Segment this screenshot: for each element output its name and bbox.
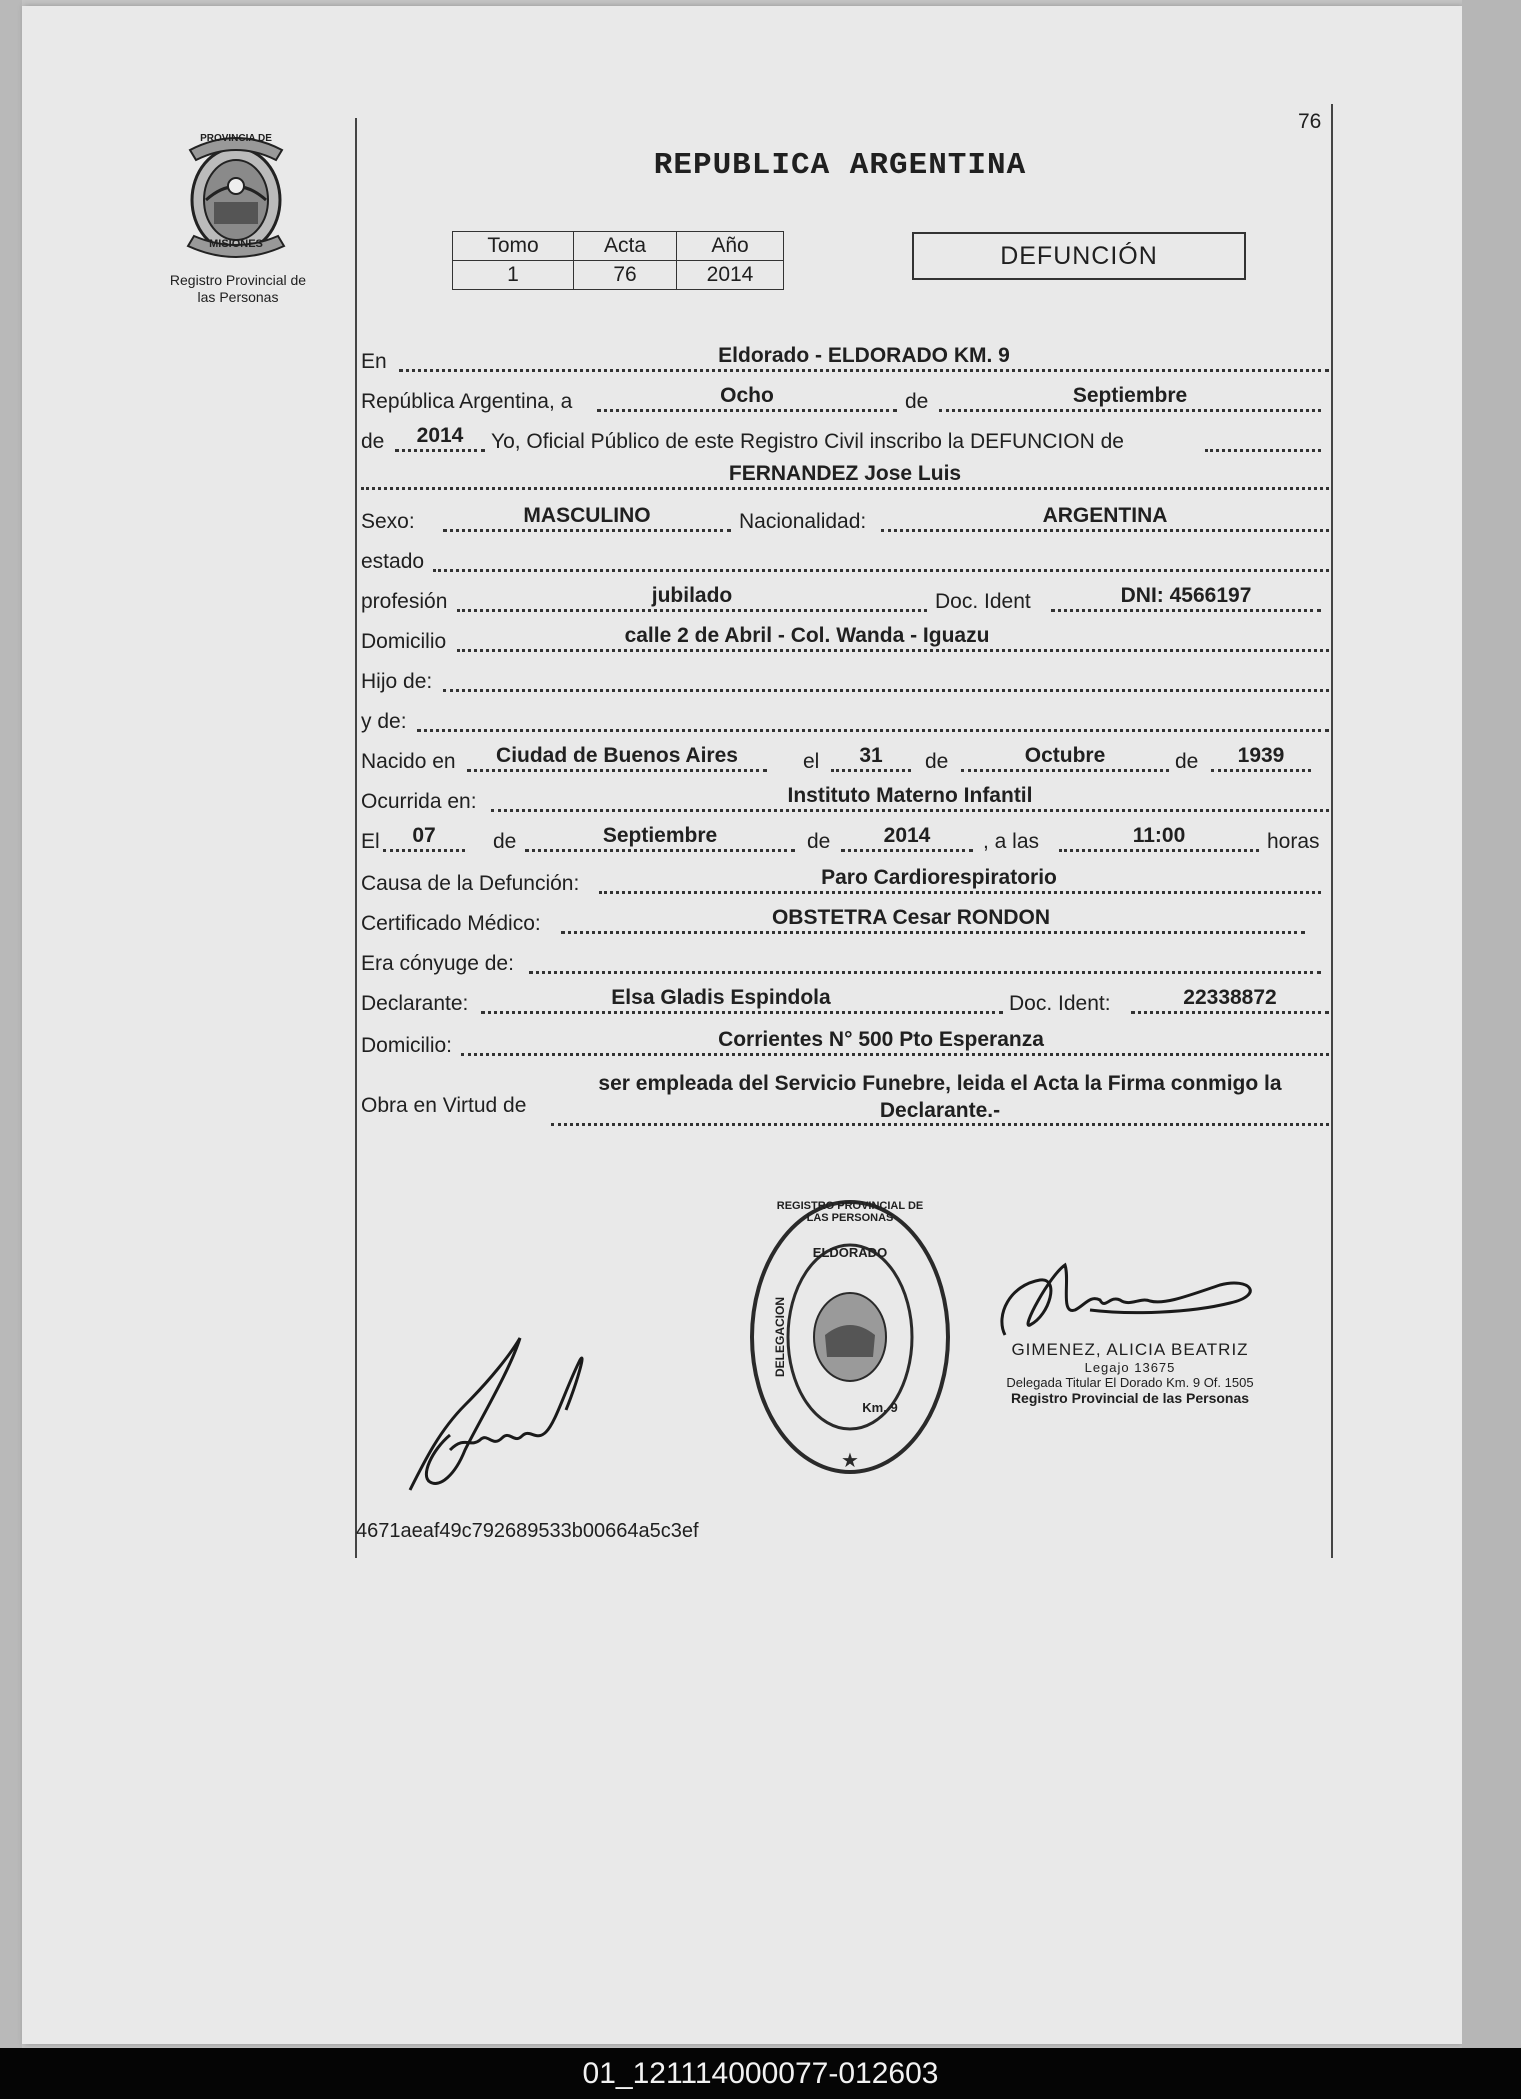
field-intro-end [1205, 419, 1321, 452]
label-de-5: de [493, 830, 517, 853]
official-legajo: Legajo 13675 [1084, 1360, 1176, 1375]
value-mes: Septiembre [1072, 384, 1188, 407]
scan-right-margin [1462, 0, 1521, 2048]
row-declarante [361, 982, 1329, 1018]
label-nacido-en: Nacido en [361, 750, 456, 773]
record-type-box: DEFUNCIÓN [912, 232, 1246, 280]
stamp-ring-left: DELEGACION [773, 1297, 787, 1378]
value-declarante-doc: 22338872 [1183, 986, 1277, 1009]
value-declarante: Elsa Gladis Espindola [611, 986, 831, 1009]
value-nacido-en: Ciudad de Buenos Aires [496, 744, 738, 767]
row-intro [361, 420, 1329, 456]
label-causa: Causa de la Defunción: [361, 872, 580, 895]
value-certificado: OBSTETRA Cesar RONDON [771, 906, 1051, 929]
tomo-header: Tomo [453, 232, 574, 261]
label-obra: Obra en Virtud de [361, 1094, 527, 1117]
label-domicilio-2: Domicilio: [361, 1034, 453, 1057]
value-dni: DNI: 4566197 [1120, 584, 1252, 607]
field-estado [433, 539, 1329, 572]
seal-top-text: PROVINCIA DE [200, 133, 272, 144]
stamp-inner-top: ELDORADO [812, 1245, 888, 1260]
row-fecha-defuncion [361, 820, 1329, 856]
page-title: REPUBLICA ARGENTINA [653, 148, 1027, 183]
registry-name-line1: Registro Provincial de [169, 272, 307, 288]
label-de-4: de [1175, 750, 1199, 773]
row-certificado [361, 902, 1329, 938]
label-estado: estado [361, 550, 425, 573]
registry-name [150, 272, 326, 306]
label-certificado: Certificado Médico: [361, 912, 541, 935]
label-republica: República Argentina, a [361, 390, 573, 413]
row-estado [361, 540, 1329, 576]
label-horas: horas [1267, 830, 1320, 853]
registry-name-line2: las Personas [197, 289, 279, 305]
value-dia: Ocho [720, 384, 774, 407]
value-causa: Paro Cardiorespiratorio [821, 866, 1057, 889]
row-ocurrida [361, 780, 1329, 816]
row-conyuge [361, 942, 1329, 978]
label-en: En [361, 350, 387, 373]
stamp-inner-right: Km. 9 [862, 1400, 898, 1415]
scan-id-bar [0, 2048, 1521, 2099]
label-doc-ident-2: Doc. Ident: [1009, 992, 1111, 1015]
field-conyuge [529, 941, 1321, 974]
seal-bottom-text: MISIONES [209, 238, 263, 250]
row-obra [361, 1070, 1329, 1130]
row-nombre [361, 458, 1329, 494]
value-obra [551, 1070, 1329, 1124]
acta-header: Acta [574, 232, 677, 261]
row-domicilio-declarante [361, 1024, 1329, 1060]
value-nac-anio: 1939 [1237, 744, 1285, 767]
svg-text:★: ★ [841, 1450, 859, 1472]
label-hijo-de: Hijo de: [361, 670, 433, 693]
value-def-mes: Septiembre [602, 824, 718, 847]
label-ocurrida-en: Ocurrida en: [361, 790, 477, 813]
row-y-de [361, 700, 1329, 736]
value-nacionalidad: ARGENTINA [1042, 504, 1168, 527]
acta-value: 76 [574, 261, 677, 290]
scan-left-margin [0, 0, 22, 2048]
declarant-signature-icon [370, 1310, 620, 1500]
value-anio: 2014 [416, 424, 464, 447]
value-domicilio: calle 2 de Abril - Col. Wanda - Iguazu [624, 624, 990, 647]
tomo-value: 1 [453, 261, 574, 290]
right-rule [1331, 104, 1333, 1558]
value-sexo: MASCULINO [523, 504, 651, 527]
field-hijo-de [443, 659, 1329, 692]
label-de-1: de [905, 390, 929, 413]
label-domicilio: Domicilio [361, 630, 447, 653]
row-hijo-de [361, 660, 1329, 696]
label-el: el [803, 750, 820, 773]
anio-value: 2014 [677, 261, 784, 290]
row-nacido [361, 740, 1329, 776]
row-causa [361, 862, 1329, 898]
label-nacionalidad: Nacionalidad: [739, 510, 867, 533]
value-domicilio-declarante: Corrientes N° 500 Pto Esperanza [718, 1028, 1044, 1051]
scan-id: 01_121114000077-012603 [582, 2057, 939, 2090]
row-profesion [361, 580, 1329, 616]
official-name: GIMENEZ, ALICIA BEATRIZ [1011, 1340, 1249, 1359]
label-de-6: de [807, 830, 831, 853]
label-conyuge: Era cónyuge de: [361, 952, 514, 975]
label-de-2: de [361, 430, 385, 453]
row-lugar [361, 340, 1329, 376]
value-obra-line2: Declarante.- [879, 1099, 1001, 1122]
value-def-dia: 07 [412, 824, 436, 847]
stamp-ring-text: REGISTRO PROVINCIAL DE LAS PERSONAS [776, 1200, 924, 1224]
left-rule [355, 118, 357, 1558]
label-de-3: de [925, 750, 949, 773]
value-nombre: FERNANDEZ Jose Luis [728, 462, 962, 485]
value-obra-line1: ser empleada del Servicio Funebre, leida el Acta la Firma conmigo la [598, 1072, 1282, 1095]
value-nac-dia: 31 [859, 744, 883, 767]
value-def-anio: 2014 [883, 824, 931, 847]
label-a-las: , a las [983, 830, 1040, 853]
label-y-de: y de: [361, 710, 407, 733]
label-declarante: Declarante: [361, 992, 469, 1015]
row-fecha [361, 380, 1329, 416]
value-profesion: jubilado [651, 584, 733, 607]
label-intro: Yo, Oficial Público de este Registro Civil inscribo la DEFUNCION de [491, 430, 1124, 453]
value-ocurrida-en: Instituto Materno Infantil [787, 784, 1033, 807]
anio-header: Año [677, 232, 784, 261]
label-el-cap: El [361, 830, 380, 853]
official-cargo: Delegada Titular El Dorado Km. 9 Of. 1505 [1006, 1375, 1254, 1390]
record-table [452, 231, 784, 290]
row-sexo [361, 500, 1329, 536]
page-number: 76 [1298, 110, 1322, 133]
official-registro: Registro Provincial de las Personas [1010, 1390, 1250, 1406]
label-sexo: Sexo: [361, 510, 415, 533]
label-doc-ident: Doc. Ident [935, 590, 1031, 613]
value-lugar: Eldorado - ELDORADO KM. 9 [718, 344, 1010, 367]
row-domicilio [361, 620, 1329, 656]
document-hash: 4671aeaf49c792689533b00664a5c3ef [356, 1520, 699, 1542]
field-y-de [417, 699, 1329, 732]
official-block [960, 1340, 1300, 1406]
label-profesion: profesión [361, 590, 448, 613]
value-nac-mes: Octubre [1024, 744, 1106, 767]
value-hora: 11:00 [1132, 824, 1186, 847]
